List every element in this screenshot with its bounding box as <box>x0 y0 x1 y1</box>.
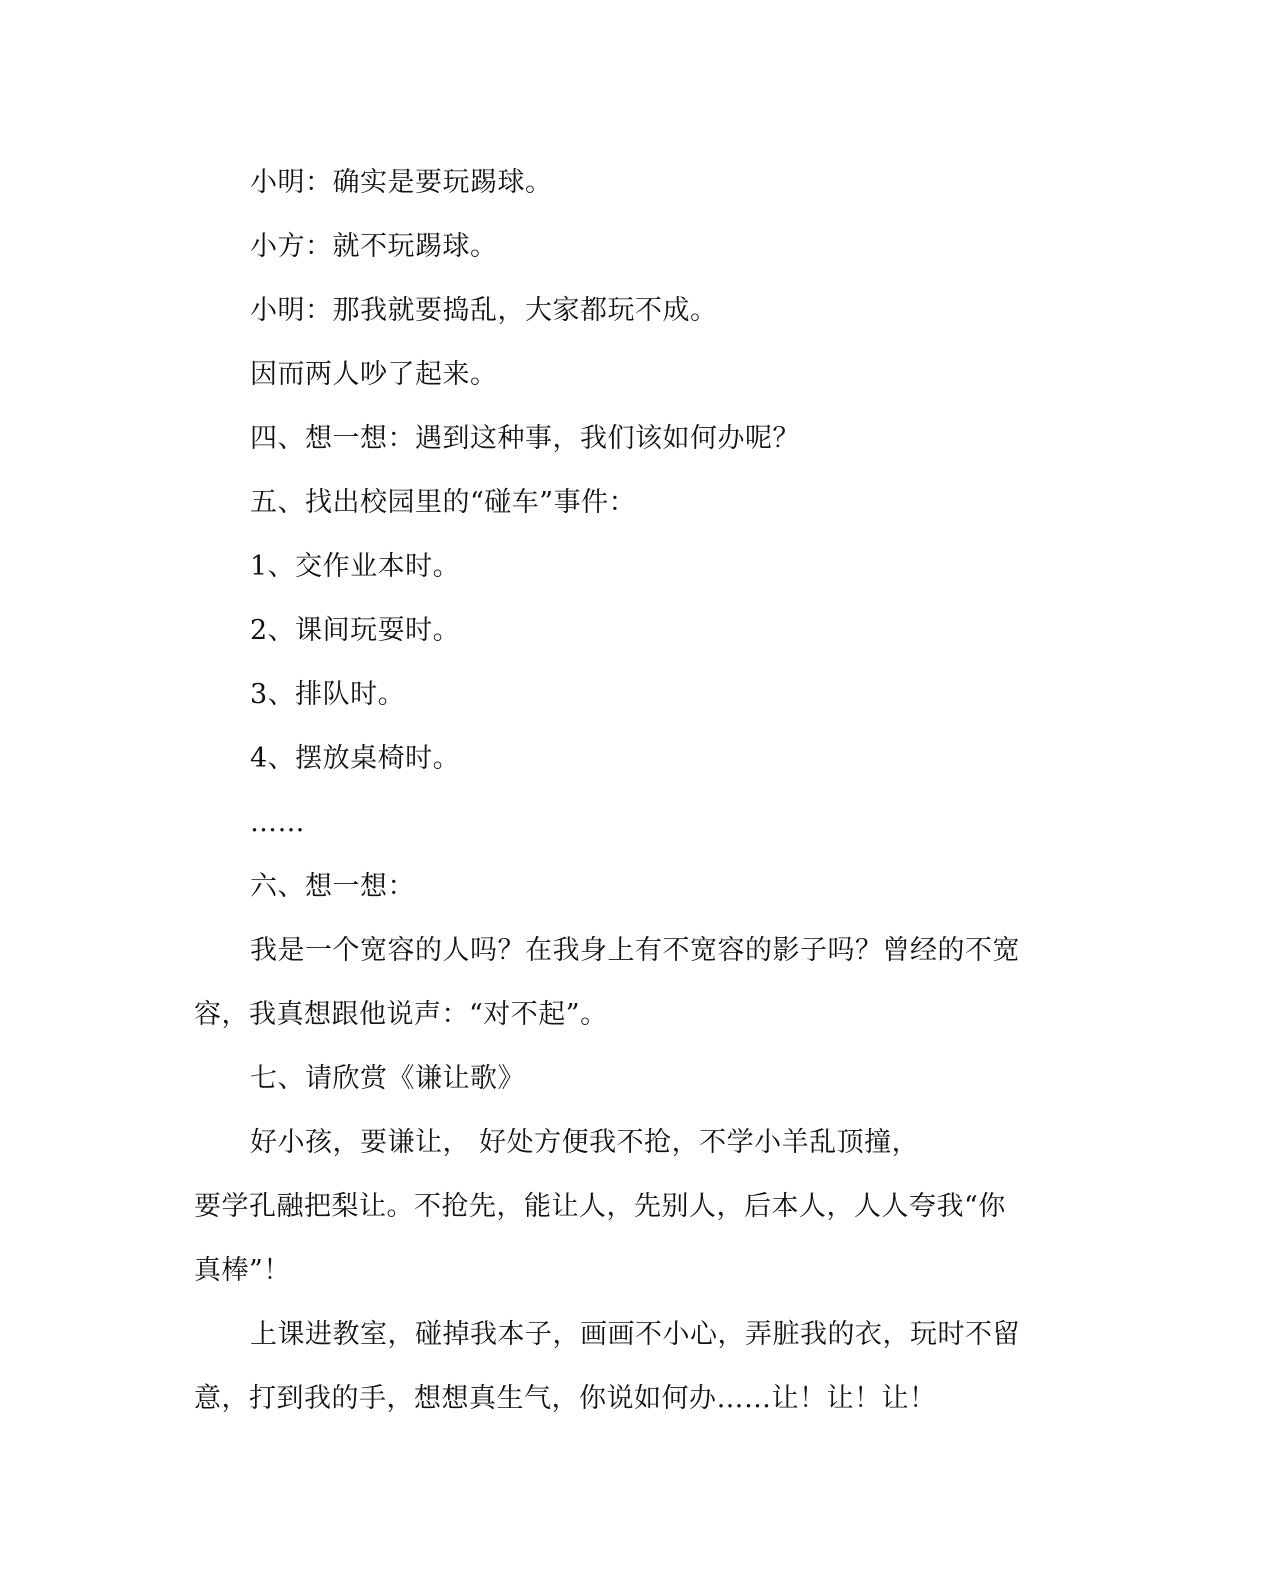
list-item-1: 1、交作业本时。 <box>250 551 461 582</box>
dialogue-line-xiaoming-2: 小明：那我就要捣乱，大家都玩不成。 <box>250 295 718 326</box>
list-item-4: 4、摆放桌椅时。 <box>250 743 461 774</box>
section-seven-heading: 七、请欣赏《谦让歌》 <box>250 1063 525 1094</box>
reflection-paragraph-line-1: 我是一个宽容的人吗？在我身上有不宽容的影子吗？曾经的不宽 <box>250 935 1020 966</box>
song-verse-1-line-1: 好小孩，要谦让， 好处方便我不抢，不学小羊乱顶撞， <box>250 1127 920 1158</box>
reflection-paragraph-line-2: 容，我真想跟他说声：“对不起”。 <box>194 999 608 1030</box>
song-verse-1-line-3: 真棒”！ <box>194 1255 291 1286</box>
dialogue-line-xiaofang: 小方：就不玩踢球。 <box>250 231 498 262</box>
section-six-heading: 六、想一想： <box>250 871 415 902</box>
list-item-3: 3、排队时。 <box>250 679 406 710</box>
list-item-2: 2、课间玩耍时。 <box>250 615 461 646</box>
song-verse-2-line-2: 意，打到我的手，想想真生气，你说如何办……让！让！让！ <box>194 1383 937 1414</box>
section-five-heading: 五、找出校园里的“碰车”事件： <box>250 487 637 518</box>
dialogue-line-xiaoming-1: 小明：确实是要玩踢球。 <box>250 167 553 198</box>
narration-line: 因而两人吵了起来。 <box>250 359 498 390</box>
song-verse-1-line-2: 要学孔融把梨让。不抢先，能让人，先别人，后本人，人人夸我“你 <box>194 1191 1006 1222</box>
song-verse-2-line-1: 上课进教室，碰掉我本子，画画不小心，弄脏我的衣，玩时不留 <box>250 1319 1020 1350</box>
section-four-heading: 四、想一想：遇到这种事，我们该如何办呢？ <box>250 423 800 454</box>
ellipsis-line: …… <box>250 807 305 838</box>
